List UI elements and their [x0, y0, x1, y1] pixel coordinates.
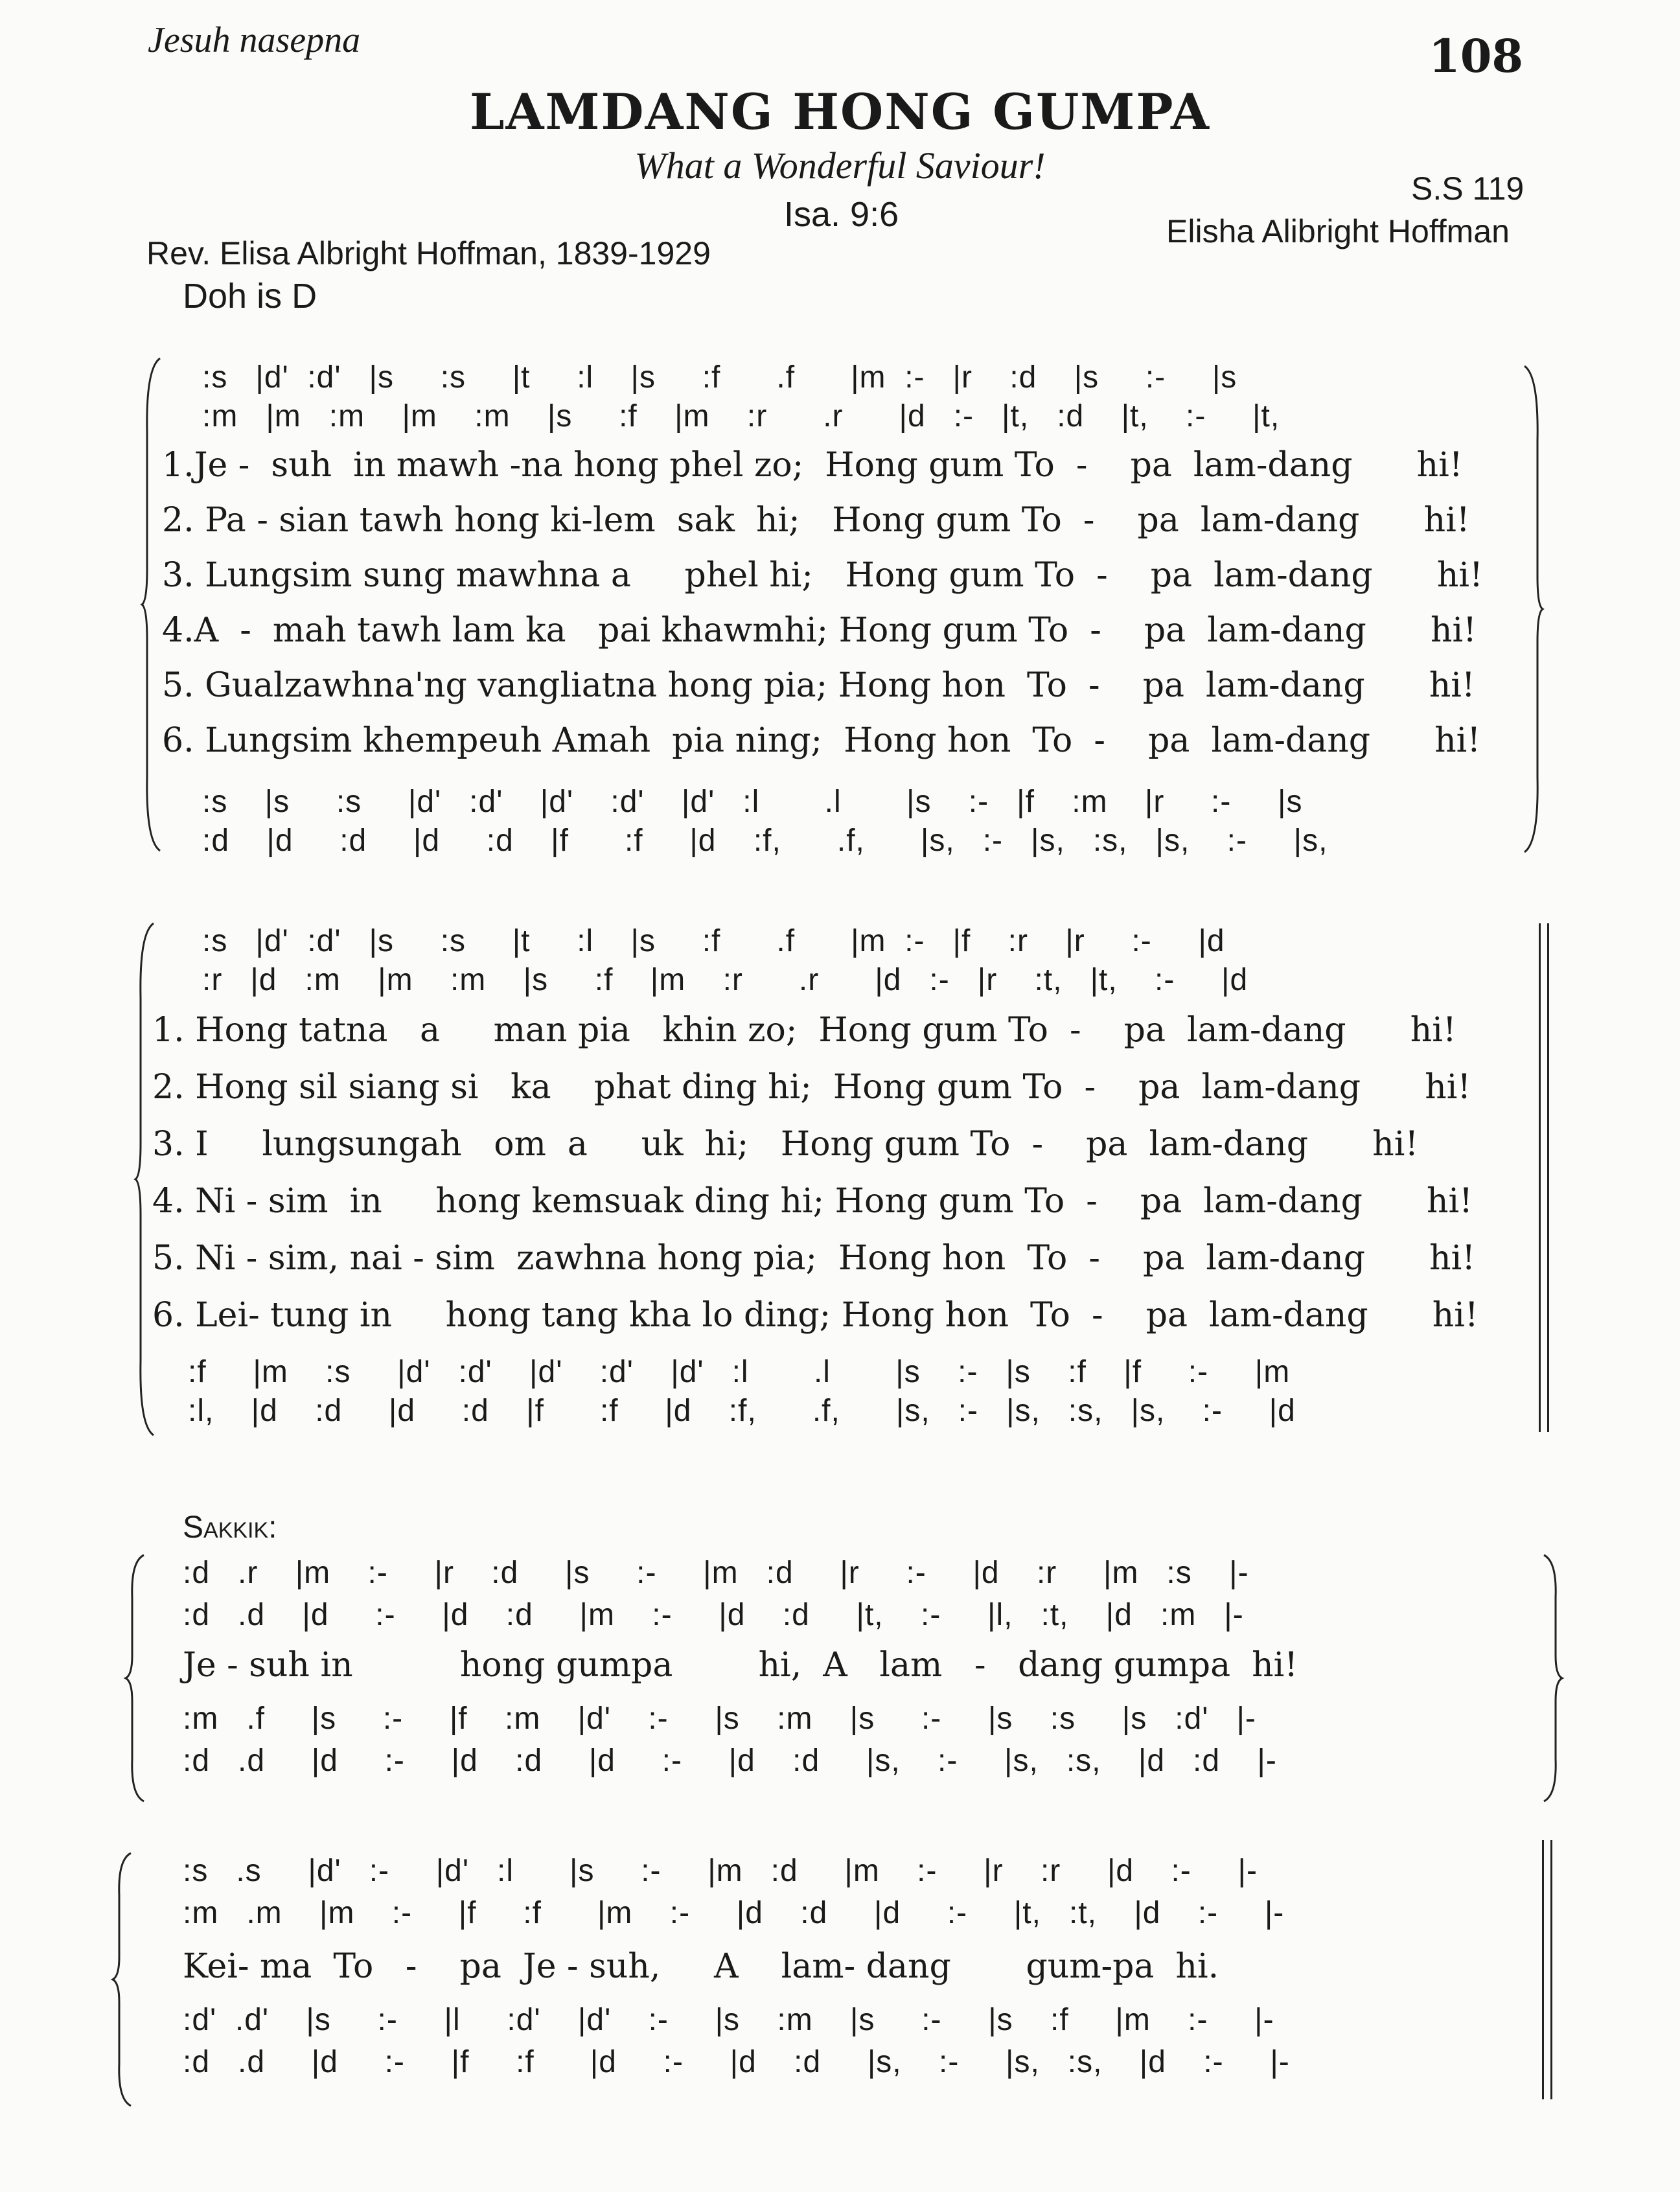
- verse-line-1: 1. Hong tatna a man pia khin zo; Hong gum To - pa lam-dang hi!: [152, 1011, 1456, 1050]
- solfa-alto: :m |m :m |m :m |s :f |m :r .r |d :- |t, :d |t, :- |t,: [202, 399, 1280, 433]
- scripture-reference: Isa. 9:6: [784, 195, 899, 234]
- verse-line-6: 6. Lei- tung in hong tang kha lo ding; Hong hon To - pa lam-dang hi!: [152, 1296, 1479, 1335]
- solfa-alto: :d .d |d :- |d :d |m :- |d :d |t, :- |l, :t, |d :m |-: [183, 1598, 1244, 1632]
- hymn-title: LAMDANG HONG GUMPA: [470, 83, 1210, 141]
- solfa-soprano: :d .r |m :- |r :d |s :- |m :d |r :- |d :r |m :s |-: [183, 1556, 1249, 1590]
- verse-line-1: 1.Je - suh in mawh -na hong phel zo; Hong gum To - pa lam-dang hi!: [162, 446, 1463, 485]
- solfa-soprano: :s .s |d' :- |d' :l |s :- |m :d |m :- |r :r |d :- |-: [183, 1854, 1258, 1888]
- right-brace-icon: [1539, 1552, 1565, 1805]
- left-brace-icon: [139, 355, 165, 854]
- solfa-tenor: :s |s :s |d' :d' |d' :d' |d' :l .l |s :- |f :m |r :- |s: [202, 785, 1303, 819]
- verse-line-2: 2. Pa - sian tawh hong ki-lem sak hi; Hong gum To - pa lam-dang hi!: [162, 501, 1470, 540]
- tune-reference: S.S 119: [1411, 170, 1525, 207]
- solfa-soprano: :s |d' :d' |s :s |t :l |s :f .f |m :- |f :r |r :- |d: [202, 924, 1225, 958]
- verse-line-6: 6. Lungsim khempeuh Amah pia ning; Hong hon To - pa lam-dang hi!: [162, 721, 1481, 760]
- author: Rev. Elisa Albright Hoffman, 1839-1929: [146, 235, 711, 271]
- page-number: 108: [1429, 29, 1524, 83]
- verse-line-3: 3. I lungsungah om a uk hi; Hong gum To - pa lam-dang hi!: [152, 1125, 1419, 1164]
- chorus-lyric: Je - suh in hong gumpa hi, A lam - dang gumpa hi!: [183, 1646, 1298, 1685]
- left-brace-icon: [110, 1850, 136, 2109]
- key-signature: Doh is D: [183, 277, 317, 316]
- verse-line-2: 2. Hong sil siang si ka phat ding hi; Hong gum To - pa lam-dang hi!: [152, 1068, 1471, 1107]
- final-barline: [1539, 923, 1549, 1432]
- solfa-tenor: :f |m :s |d' :d' |d' :d' |d' :l .l |s :- |s :f |f :- |m: [188, 1355, 1291, 1389]
- right-brace-icon: [1519, 363, 1545, 855]
- solfa-tenor: :d' .d' |s :- |l :d' |d' :- |s :m |s :- |s :f |m :- |-: [183, 2003, 1274, 2037]
- final-barline: [1542, 1840, 1552, 2099]
- verse-line-5: 5. Gualzawhna'ng vangliatna hong pia; Hong hon To - pa lam-dang hi!: [162, 666, 1475, 705]
- solfa-soprano: :s |d' :d' |s :s |t :l |s :f .f |m :- |r :d |s :- |s: [202, 360, 1237, 395]
- solfa-bass: :l, |d :d |d :d |f :f |d :f, .f, |s, :- |s, :s, |s, :- |d: [188, 1394, 1296, 1428]
- hymn-subtitle: What a Wonderful Saviour!: [634, 144, 1046, 187]
- chorus-lyric: Kei- ma To - pa Je - suh, A lam- dang gum-pa hi.: [183, 1947, 1219, 1986]
- verse-line-5: 5. Ni - sim, nai - sim zawhna hong pia; Hong hon To - pa lam-dang hi!: [152, 1239, 1476, 1278]
- left-brace-icon: [123, 1552, 149, 1805]
- solfa-bass: :d .d |d :- |d :d |d :- |d :d |s, :- |s, :s, |d :d |-: [183, 1744, 1277, 1778]
- solfa-tenor: :m .f |s :- |f :m |d' :- |s :m |s :- |s :s |s :d' |-: [183, 1702, 1256, 1736]
- solfa-alto: :m .m |m :- |f :f |m :- |d :d |d :- |t, :t, |d :- |-: [183, 1896, 1285, 1930]
- solfa-bass: :d |d :d |d :d |f :f |d :f, .f, |s, :- |s, :s, |s, :- |s,: [202, 824, 1328, 858]
- chorus-label: Sakkik:: [183, 1510, 277, 1545]
- verse-line-4: 4. Ni - sim in hong kemsuak ding hi; Hong gum To - pa lam-dang hi!: [152, 1182, 1473, 1221]
- solfa-alto: :r |d :m |m :m |s :f |m :r .r |d :- |r :t, |t, :- |d: [202, 963, 1248, 997]
- running-title: Jesuh nasepna: [148, 20, 361, 60]
- verse-line-3: 3. Lungsim sung mawhna a phel hi; Hong gum To - pa lam-dang hi!: [162, 556, 1483, 595]
- composer: Elisha Alibright Hoffman: [1166, 213, 1510, 249]
- verse-line-4: 4.A - mah tawh lam ka pai khawmhi; Hong gum To - pa lam-dang hi!: [162, 611, 1477, 650]
- solfa-bass: :d .d |d :- |f :f |d :- |d :d |s, :- |s, :s, |d :- |-: [183, 2045, 1290, 2079]
- left-brace-icon: [133, 920, 159, 1438]
